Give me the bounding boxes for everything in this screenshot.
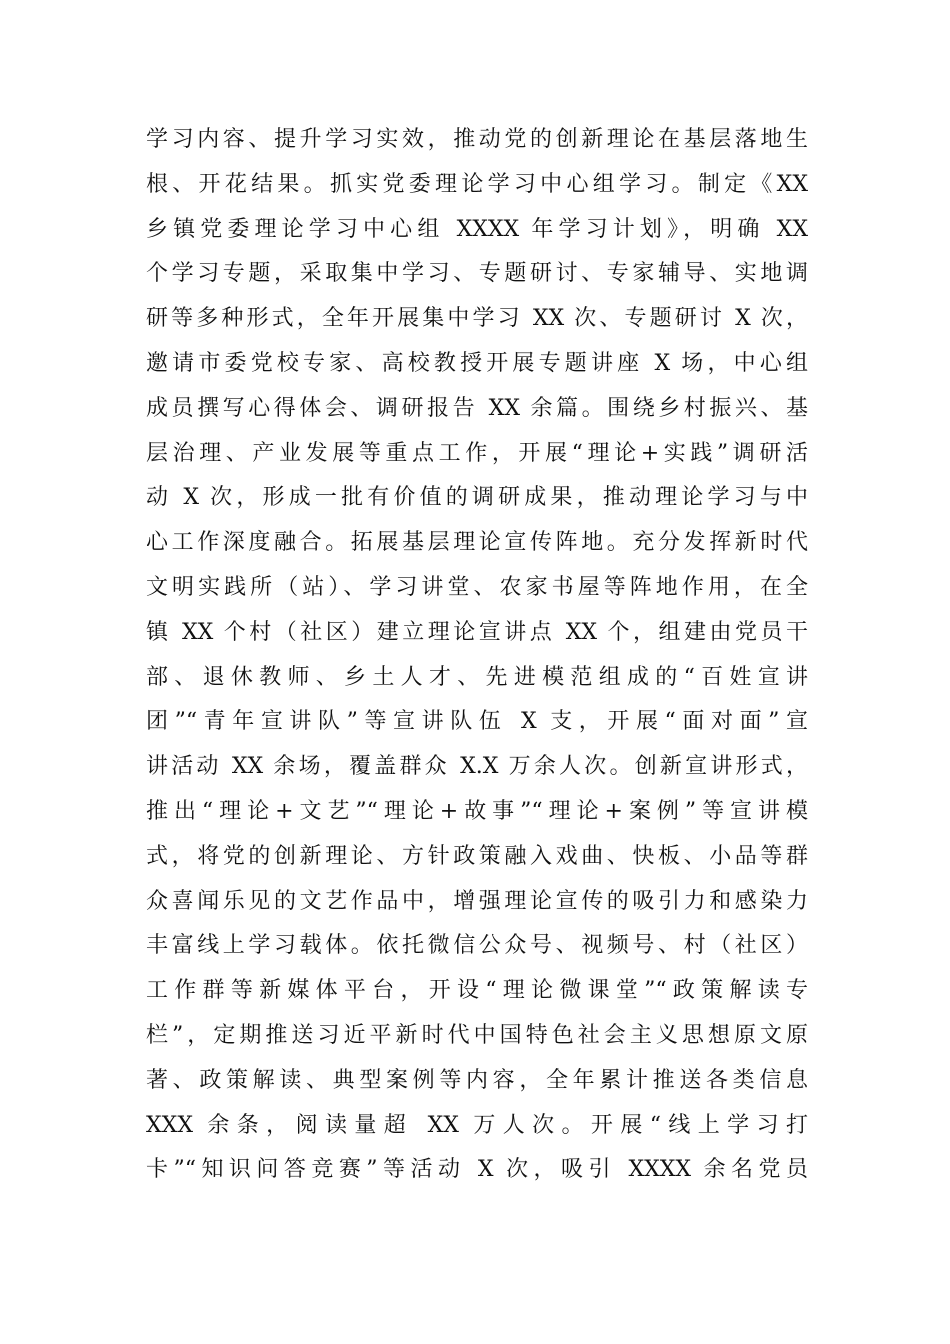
text-line: 式，将党的创新理论、方针政策融入戏曲、快板、小品等群 xyxy=(146,843,808,869)
text-line: 讲活动 XX 余场，覆盖群众 X.X 万余人次。创新宣讲形式， xyxy=(146,754,808,780)
text-line: 部、退休教师、乡土人才、先进模范组成的“百姓宣讲 xyxy=(146,664,808,690)
text-line: 推出“理论+文艺”“理论+故事”“理论+案例”等宣讲模 xyxy=(146,798,808,824)
text-line: 乡镇党委理论学习中心组 XXXX 年学习计划》，明确 XX xyxy=(146,216,808,242)
text-line: 学习内容、提升学习实效，推动党的创新理论在基层落地生 xyxy=(146,127,808,152)
text-line: 著、政策解读、典型案例等内容，全年累计推送各类信息 xyxy=(146,1067,808,1093)
text-line: 层治理、产业发展等重点工作，开展“理论+实践”调研活 xyxy=(146,440,808,466)
text-line: 心工作深度融合。拓展基层理论宣传阵地。充分发挥新时代 xyxy=(146,530,808,556)
text-line: 文明实践所（站）、学习讲堂、农家书屋等阵地作用，在全 xyxy=(146,574,808,600)
text-line: 根、开花结果。抓实党委理论学习中心组学习。制定《XX xyxy=(146,171,808,197)
text-line: 工作群等新媒体平台，开设“理论微课堂”“政策解读专 xyxy=(146,978,808,1004)
text-line: 邀请市委党校专家、高校教授开展专题讲座 X 场，中心组 xyxy=(146,350,808,376)
body-paragraph xyxy=(146,118,808,1193)
text-line: 栏”，定期推送习近平新时代中国特色社会主义思想原文原 xyxy=(146,1022,808,1048)
text-line: 镇 XX 个村（社区）建立理论宣讲点 XX 个，组建由党员干 xyxy=(146,619,808,645)
text-line: XXX 余条，阅读量超 XX 万人次。开展“线上学习打 xyxy=(146,1112,808,1138)
text-line: 卡”“知识问答竞赛”等活动 X 次，吸引 XXXX 余名党员 xyxy=(146,1157,808,1183)
text-line: 众喜闻乐见的文艺作品中，增强理论宣传的吸引力和感染力 xyxy=(146,888,808,914)
text-line: 成员撰写心得体会、调研报告 XX 余篇。围绕乡村振兴、基 xyxy=(146,395,808,421)
text-line: 团”“青年宣讲队”等宣讲队伍 X 支，开展“面对面”宣 xyxy=(146,709,808,735)
text-line: 研等多种形式，全年开展集中学习 XX 次、专题研讨 X 次， xyxy=(146,306,808,332)
text-line: 个学习专题，采取集中学习、专题研讨、专家辅导、实地调 xyxy=(146,261,808,287)
text-line: 丰富线上学习载体。依托微信公众号、视频号、村（社区） xyxy=(146,933,808,959)
text-line: 动 X 次，形成一批有价值的调研成果，推动理论学习与中 xyxy=(146,485,808,511)
